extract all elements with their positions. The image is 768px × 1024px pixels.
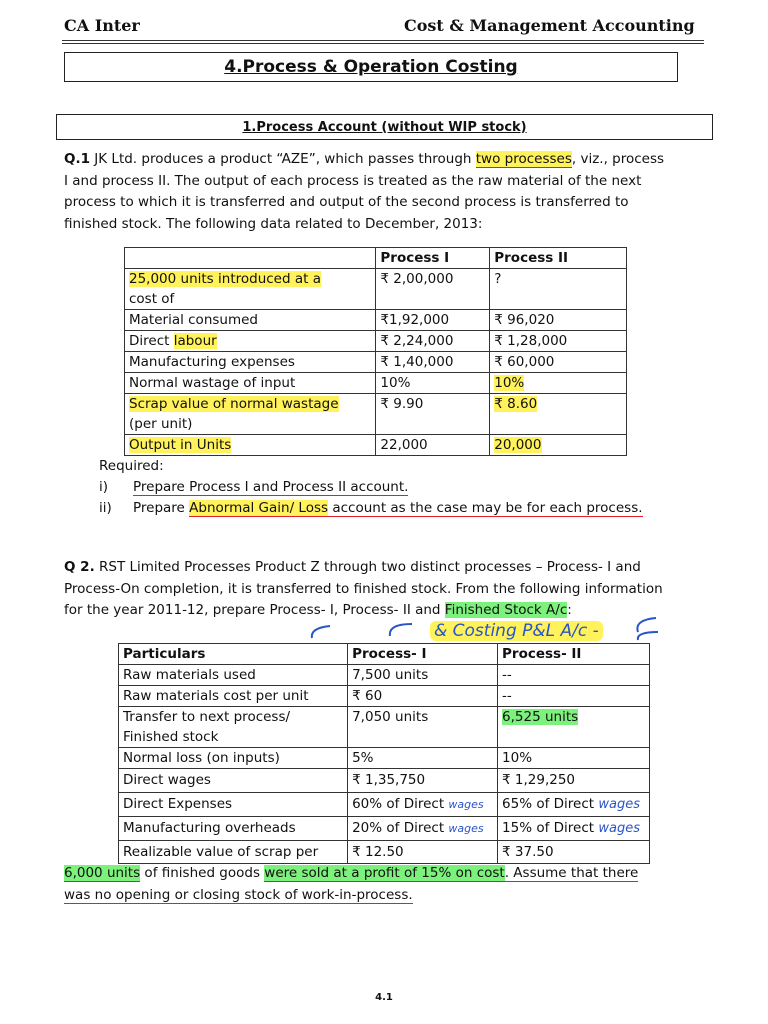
table-row: Scrap value of normal wastage (per unit) ₹ 9.90 ₹ 8.60 <box>125 394 627 435</box>
q2-label: Q 2. <box>64 559 95 575</box>
handwritten-note: & Costing P&L A/c - <box>430 621 603 641</box>
q2-paragraph: Q 2. RST Limited Processes Product Z through two distinct processes – Process- I and Process-On completion, it is transferred to finished stock. From the following information for the year 2011-12, prepare Process- I, Process- II and Finished Stock A/c: <box>64 559 663 619</box>
table-row: Normal loss (on inputs) 5% 10% <box>119 748 650 769</box>
table-row: Direct wages ₹ 1,35,750 ₹ 1,29,250 <box>119 769 650 793</box>
table-header-row: Particulars Process- I Process- II <box>119 644 650 665</box>
table-row: Output in Units 22,000 20,000 <box>125 435 627 456</box>
header-rule <box>62 40 704 41</box>
table-row: Realizable value of scrap per ₹ 12.50 ₹ 37.50 <box>119 841 650 864</box>
header-left: CA Inter <box>64 16 140 35</box>
q1-paragraph: Q.1 JK Ltd. produces a product “AZE”, which passes through two processes, viz., process I and process II. The output of each process is treated as the raw material of the next process to which it is transferred and output of the second process is transferred to finished stock. The following data related to December, 2013: <box>64 151 665 232</box>
q1-label: Q.1 <box>64 151 90 167</box>
required-item-2-num: ii) <box>99 500 112 516</box>
q2-footer: 6,000 units of finished goods were sold at a profit of 15% on cost. Assume that there was no opening or closing stock of work-in-process. <box>64 865 639 903</box>
table-row: Direct Expenses 60% of Direct wages 65% of Direct wages <box>119 793 650 817</box>
required-label: Required: <box>99 458 164 474</box>
table-row: Normal wastage of input 10% 10% <box>125 373 627 394</box>
header-rule-2 <box>62 43 704 44</box>
table-row: Transfer to next process/ Finished stock 7,050 units 6,525 units <box>119 707 650 748</box>
section-title: 1.Process Account (without WIP stock) <box>56 114 713 140</box>
handwritten-wages: wages <box>598 821 640 836</box>
q2-data-table <box>118 643 650 864</box>
table-row: Material consumed ₹1,92,000 ₹ 96,020 <box>125 310 627 331</box>
table-row: Manufacturing overheads 20% of Direct wages 15% of Direct wages <box>119 817 650 841</box>
handwritten-wages: wages <box>598 797 640 812</box>
table-row: Manufacturing expenses ₹ 1,40,000 ₹ 60,000 <box>125 352 627 373</box>
required-item-2: Prepare Abnormal Gain/ Loss account as the case may be for each process. <box>133 500 643 516</box>
table-row: Raw materials used 7,500 units -- <box>119 665 650 686</box>
table-row: 25,000 units introduced at a cost of ₹ 2,00,000 ? <box>125 269 627 310</box>
table-header-row: Process I Process II <box>125 248 627 269</box>
table-row: Raw materials cost per unit ₹ 60 -- <box>119 686 650 707</box>
required-item-1-num: i) <box>99 479 109 495</box>
required-item-1: Prepare Process I and Process II account. <box>133 479 409 495</box>
q1-data-table <box>124 247 627 456</box>
page-number: 4.1 <box>375 992 393 1003</box>
table-row: Direct labour ₹ 2,24,000 ₹ 1,28,000 <box>125 331 627 352</box>
chapter-title: 4.Process & Operation Costing <box>64 52 678 82</box>
handwritten-wages: wages <box>448 798 484 811</box>
header-right: Cost & Management Accounting <box>404 16 695 35</box>
handwritten-wages: wages <box>448 822 484 835</box>
